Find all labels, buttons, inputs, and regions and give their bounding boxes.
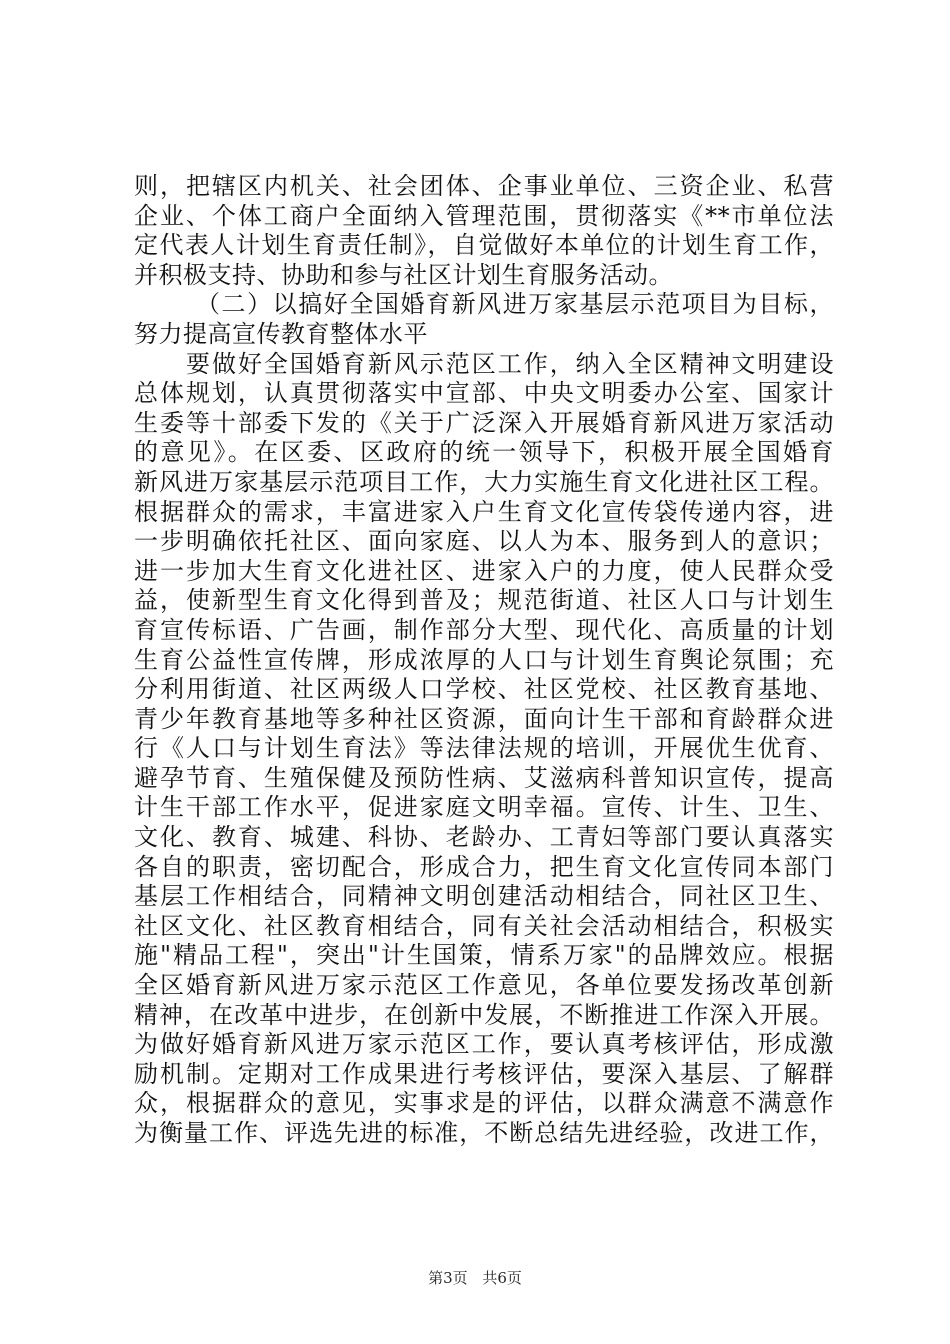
- text-line: 众，根据群众的意见，实事求是的评估，以群众满意不满意作: [134, 1089, 834, 1118]
- text-line: 为衡量工作、评选先进的标准，不断总结先进经验，改进工作，: [134, 1119, 834, 1147]
- text-line: 新风进万家基层示范项目工作，大力实施生育文化进社区工程。: [134, 467, 834, 496]
- text-line: 企业、个体工商户全面纳入管理范围，贯彻落实《**市单位法: [134, 201, 834, 230]
- section-heading-line: 努力提高宣传教育整体水平: [134, 319, 428, 348]
- text-line: 根据群众的需求，丰富进家入户生育文化宣传袋传递内容，进: [134, 497, 834, 526]
- text-line: 一步明确依托社区、面向家庭、以人为本、服务到人的意识；: [134, 527, 834, 556]
- page-total: 共6页: [482, 1269, 522, 1287]
- text-line: 生育公益性宣传牌，形成浓厚的人口与计划生育舆论氛围；充: [134, 645, 834, 674]
- text-line: 要做好全国婚育新风示范区工作，纳入全区精神文明建设: [186, 349, 834, 378]
- page-footer: [0, 1268, 950, 1288]
- text-line: 益，使新型生育文化得到普及；规范街道、社区人口与计划生: [134, 586, 834, 615]
- text-line: 计生干部工作水平，促进家庭文明幸福。宣传、计生、卫生、: [134, 793, 834, 822]
- document-body: [134, 172, 834, 1149]
- text-line: 社区文化、社区教育相结合，同有关社会活动相结合，积极实: [134, 911, 834, 940]
- text-line: 施"精品工程"，突出"计生国策，情系万家"的品牌效应。根据: [134, 941, 834, 970]
- text-line: 定代表人计划生育责任制》，自觉做好本单位的计划生育工作，: [134, 231, 834, 260]
- text-line: 基层工作相结合，同精神文明创建活动相结合，同社区卫生、: [134, 882, 834, 911]
- text-line: 为做好婚育新风进万家示范区工作，要认真考核评估，形成激: [134, 1030, 834, 1059]
- text-line: 总体规划，认真贯彻落实中宣部、中央文明委办公室、国家计: [134, 379, 834, 408]
- text-line: 避孕节育、生殖保健及预防性病、艾滋病科普知识宣传，提高: [134, 763, 834, 792]
- text-line: 全区婚育新风进万家示范区工作意见，各单位要发扬改革创新: [134, 971, 834, 1000]
- text-line: 精神，在改革中进步，在创新中发展，不断推进工作深入开展。: [134, 1000, 834, 1029]
- text-line: 并积极支持、协助和参与社区计划生育服务活动。: [134, 260, 673, 289]
- text-line: 进一步加大生育文化进社区、进家入户的力度，使人民群众受: [134, 556, 834, 585]
- text-line: 行《人口与计划生育法》等法律法规的培训，开展优生优育、: [134, 734, 834, 763]
- page-number: 第3页: [428, 1269, 468, 1287]
- text-line: 各自的职责，密切配合，形成合力，把生育文化宣传同本部门: [134, 852, 834, 881]
- text-line: 文化、教育、城建、科协、老龄办、工青妇等部门要认真落实: [134, 823, 834, 852]
- text-line: 育宣传标语、广告画，制作部分大型、现代化、高质量的计划: [134, 615, 834, 644]
- text-line: 则，把辖区内机关、社会团体、企事业单位、三资企业、私营: [134, 172, 834, 200]
- section-heading-line: （二）以搞好全国婚育新风进万家基层示范项目为目标，: [196, 290, 834, 319]
- text-line: 励机制。定期对工作成果进行考核评估，要深入基层、了解群: [134, 1059, 834, 1088]
- text-line: 青少年教育基地等多种社区资源，面向计生干部和育龄群众进: [134, 704, 834, 733]
- text-line: 分利用街道、社区两级人口学校、社区党校、社区教育基地、: [134, 675, 834, 704]
- text-line: 的意见》。在区委、区政府的统一领导下，积极开展全国婚育: [134, 438, 834, 467]
- text-line: 生委等十部委下发的《关于广泛深入开展婚育新风进万家活动: [134, 408, 834, 437]
